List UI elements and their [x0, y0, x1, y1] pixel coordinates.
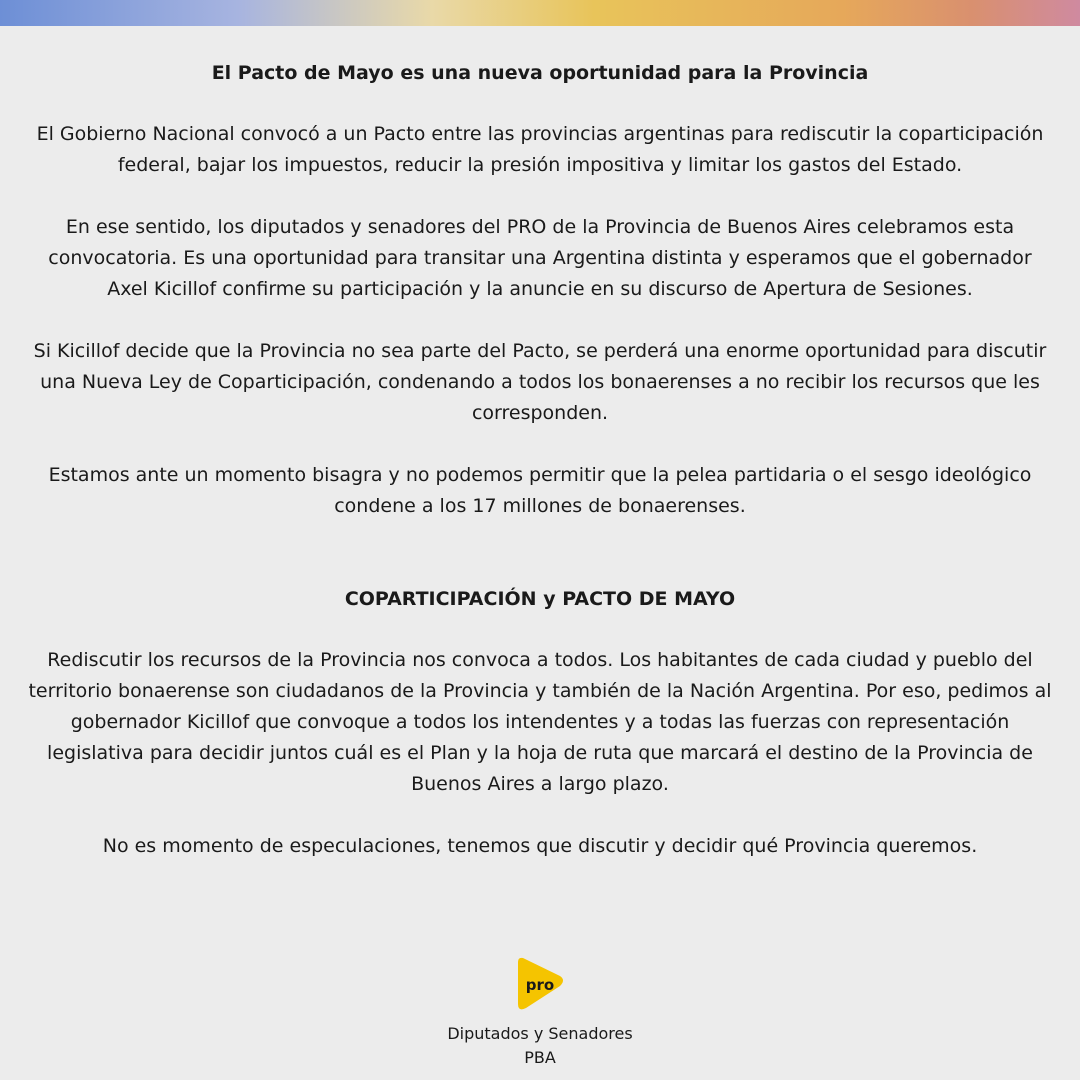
signature-line-1: Diputados y Senadores — [447, 1024, 633, 1043]
paragraph-1: El Gobierno Nacional convocó a un Pacto entre las provincias argentinas para rediscutir la coparticipación federal, bajar los impuestos, reducir la presión impositiva y limitar los gastos del Estado. — [36, 123, 1044, 176]
signature-line-2: PBA — [524, 1048, 556, 1067]
logo-text: pro — [525, 976, 555, 994]
paragraph-4: Estamos ante un momento bisagra y no podemos permitir que la pelea partidaria o el sesgo ideológico condene a los 17 millones de bonaerenses. — [48, 464, 1032, 517]
pro-party-logo-icon — [516, 956, 568, 1012]
paragraph-2: En ese sentido, los diputados y senadores del PRO de la Provincia de Buenos Aires celebramos esta convocatoria. Es una oportunidad para transitar una Argentina distinta y esperamos que el gobernador Axel Kicillof confirme su participación y la anuncie en su discurso de Apertura de Sesiones. — [48, 216, 1032, 300]
section-paragraph-2: No es momento de especulaciones, tenemos que discutir y decidir qué Provincia queremos. — [102, 835, 978, 857]
section-title: COPARTICIPACIÓN y PACTO DE MAYO — [344, 588, 736, 610]
statement-body — [20, 58, 1060, 862]
signature — [340, 1022, 740, 1070]
paragraph-3: Si Kicillof decide que la Provincia no sea parte del Pacto, se perderá una enorme oportunidad para discutir una Nueva Ley de Coparticipación, condenando a todos los bonaerenses a no recibir los recursos que les corresponden. — [33, 340, 1047, 424]
top-gradient-band — [0, 0, 1080, 26]
statement-title: El Pacto de Mayo es una nueva oportunidad para la Provincia — [211, 62, 869, 84]
section-paragraph-1: Rediscutir los recursos de la Provincia nos convoca a todos. Los habitantes de cada ciudad y pueblo del territorio bonaerense son ciudadanos de la Provincia y también de la Nación Argentina. Por eso, pedimos al gobernador Kicillof que convoque a todos los intendentes y a todas las fuerzas con representación legislativa para decidir juntos cuál es el Plan y la hoja de ruta que marcará el destino de la Provincia de Buenos Aires a largo plazo. — [28, 649, 1052, 795]
